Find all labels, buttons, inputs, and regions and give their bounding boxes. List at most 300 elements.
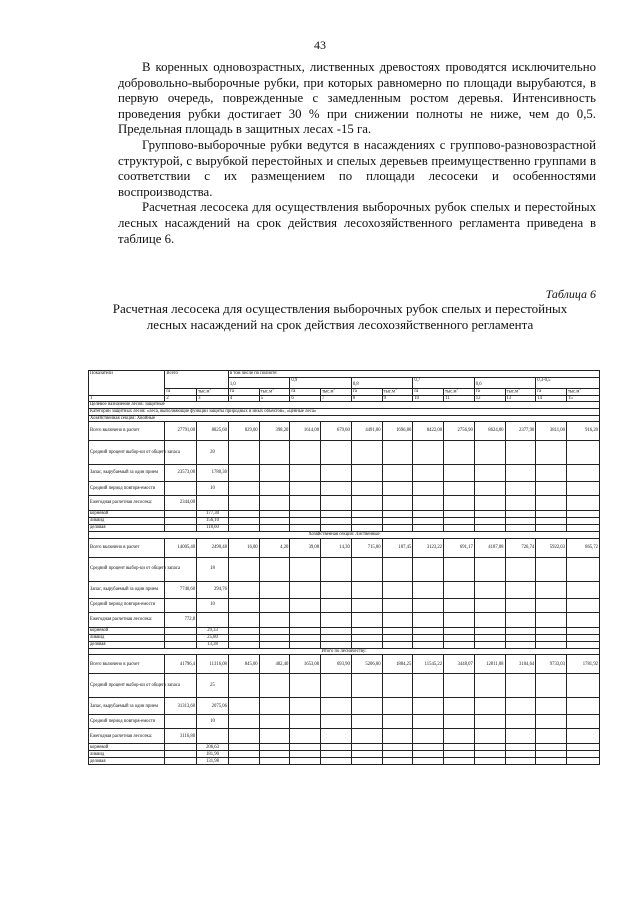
table-cell (413, 612, 444, 627)
table-cell (505, 751, 536, 758)
table-cell (259, 674, 290, 698)
table-cell: 2344,00 (165, 496, 197, 511)
row-label: ликвид (89, 518, 165, 525)
table-cell (566, 482, 599, 496)
table-cell (444, 465, 475, 482)
table-cell (290, 598, 321, 612)
table-cell (165, 751, 197, 758)
table-cell (165, 758, 197, 765)
table-row (89, 441, 600, 465)
row-label: деловая (89, 525, 165, 532)
column-number: 7 (321, 395, 352, 402)
table-cell (382, 465, 413, 482)
table-cell: 7740,60 (165, 581, 197, 598)
table-cell (382, 674, 413, 698)
row-label: Всего включено в расчет (89, 422, 165, 441)
table-row (89, 641, 600, 648)
section-deciduous-text: Хозяйственная секция: Лиственные (89, 532, 600, 539)
column-number: 8 (351, 395, 382, 402)
table-cell (474, 698, 505, 715)
table-cell (290, 674, 321, 698)
table-cell (566, 465, 599, 482)
table-cell (382, 698, 413, 715)
table-cell (351, 634, 382, 641)
table-cell (536, 441, 567, 465)
table-cell (165, 744, 197, 751)
table-cell (228, 751, 259, 758)
table-cell: 5922,03 (536, 538, 567, 557)
table-cell: 8624,00 (474, 422, 505, 441)
table-cell (474, 518, 505, 525)
table-cell: 25,80 (197, 634, 229, 641)
table-cell (228, 744, 259, 751)
cutting-area-table (88, 370, 600, 765)
table-cell: 679,60 (321, 422, 352, 441)
table-cell (505, 557, 536, 581)
table-cell (259, 627, 290, 634)
table-cell (474, 525, 505, 532)
table-cell: 1780,30 (197, 465, 229, 482)
row-label: Запас, вырубаемый за один прием (89, 698, 165, 715)
table-cell (536, 641, 567, 648)
table-cell (444, 482, 475, 496)
table-cell (505, 525, 536, 532)
row-label: Средний период повторя-емости (89, 715, 165, 729)
table-cell (505, 744, 536, 751)
table-cell (228, 698, 259, 715)
table-cell (413, 482, 444, 496)
table-row (89, 655, 600, 674)
row-label: корневой (89, 744, 165, 751)
header-total: Всего (165, 371, 229, 389)
table-cell (444, 627, 475, 634)
density-3: 0,8 (351, 377, 412, 388)
table-cell (413, 518, 444, 525)
table-cell: 10 (197, 715, 229, 729)
table-row (89, 496, 600, 511)
table-cell (566, 674, 599, 698)
table-row (89, 634, 600, 641)
table-cell (290, 482, 321, 496)
table-cell: 3811,00 (536, 422, 567, 441)
table-cell (474, 557, 505, 581)
table-cell (474, 441, 505, 465)
table-cell (351, 511, 382, 518)
density-1: 1,0 (228, 377, 289, 388)
table-cell (474, 751, 505, 758)
table-cell (444, 612, 475, 627)
table-cell (536, 751, 567, 758)
table-cell (382, 612, 413, 627)
table-cell (474, 729, 505, 744)
table-cell: 691,17 (444, 538, 475, 557)
table-cell (413, 641, 444, 648)
row-label: Запас, вырубаемый за один прием (89, 581, 165, 598)
column-number: 11 (444, 395, 475, 402)
table-cell: 772,8 (165, 612, 197, 627)
table-cell (566, 612, 599, 627)
table-cell: 693,90 (321, 655, 352, 674)
table-cell (228, 441, 259, 465)
section-total (89, 648, 600, 655)
table-cell: 5206,00 (351, 655, 382, 674)
table-cell (444, 581, 475, 598)
table-cell (321, 634, 352, 641)
table-cell (259, 641, 290, 648)
row-label: Всего включено в расчет (89, 655, 165, 674)
table-cell (165, 598, 197, 612)
table-cell (536, 729, 567, 744)
unit-thous-m3: $тыс.м^3$ (321, 388, 352, 395)
table-cell (474, 482, 505, 496)
table-cell: 4187,08 (474, 538, 505, 557)
table-title: Расчетная лесосека для осуществления выборочных рубок спелых и перестойных лесных насаждений на срок действия лесохозяйственного регламента (112, 301, 568, 332)
table-cell (536, 758, 567, 765)
table-cell (505, 634, 536, 641)
table-cell (474, 674, 505, 698)
table-cell: 916,20 (566, 422, 599, 441)
table-cell (566, 751, 599, 758)
table-cell (536, 581, 567, 598)
table-cell (536, 698, 567, 715)
table-cell (290, 698, 321, 715)
table-cell (536, 511, 567, 518)
table-cell (505, 729, 536, 744)
table-cell (382, 729, 413, 744)
table-row (89, 465, 600, 482)
table-cell: 8422,00 (413, 422, 444, 441)
table-cell: 29,33 (197, 627, 229, 634)
table-cell (566, 729, 599, 744)
table-cell (474, 612, 505, 627)
table-cell (165, 627, 197, 634)
table-cell: 715,00 (351, 538, 382, 557)
table-row (89, 511, 600, 518)
column-number: 15 (566, 395, 599, 402)
table-cell (321, 482, 352, 496)
density-2: 0,9 (290, 377, 351, 388)
table-cell: 181,90 (197, 751, 229, 758)
column-number: 10 (413, 395, 444, 402)
table-cell (474, 744, 505, 751)
table-cell: 9733,03 (536, 655, 567, 674)
table-cell (505, 441, 536, 465)
table-cell (290, 557, 321, 581)
table-cell (536, 715, 567, 729)
table-cell (351, 627, 382, 634)
table-cell (228, 758, 259, 765)
body-text (118, 60, 596, 247)
table-cell (474, 598, 505, 612)
table-cell (474, 496, 505, 511)
row-label: Средний период повторя-емости (89, 598, 165, 612)
table-cell (413, 751, 444, 758)
table-cell (228, 612, 259, 627)
table-cell (321, 641, 352, 648)
table-cell (536, 627, 567, 634)
row-label: Всего включено в расчет (89, 538, 165, 557)
table-cell (382, 744, 413, 751)
table-cell: 294,76 (197, 581, 229, 598)
table-cell: 14005,40 (165, 538, 197, 557)
table-cell: 18 (197, 557, 229, 581)
table-cell (536, 744, 567, 751)
table-cell (290, 729, 321, 744)
table-cell (382, 715, 413, 729)
table-row (89, 758, 600, 765)
table-cell (566, 641, 599, 648)
table-cell (321, 525, 352, 532)
table-cell: 20 (197, 441, 229, 465)
table-cell: 2377,90 (505, 422, 536, 441)
table-cell (444, 698, 475, 715)
table-cell (351, 698, 382, 715)
row-label: ликвид (89, 634, 165, 641)
table-cell (321, 698, 352, 715)
table-row (89, 744, 600, 751)
table-cell (259, 698, 290, 715)
table-cell: 39,08 (290, 538, 321, 557)
table-cell (165, 482, 197, 496)
table-cell: 156,10 (197, 518, 229, 525)
table-cell (351, 729, 382, 744)
table-cell (566, 511, 599, 518)
table-cell (321, 518, 352, 525)
paragraph-2: Группово-выборочные рубки ведутся в насаждениях с группово-разновозрастной структурой, с вырубкой перестойных и спелых деревьев преимущественно группами в соответствии с их размещением по площади лесосеки и особенностями воспроизводства. (118, 137, 596, 199)
table-cell (259, 581, 290, 598)
table-cell (536, 598, 567, 612)
table-cell (165, 525, 197, 532)
table-cell (321, 627, 352, 634)
table-cell (444, 441, 475, 465)
table-cell: 402,40 (259, 655, 290, 674)
table-cell (382, 441, 413, 465)
table-cell (382, 525, 413, 532)
table-cell (228, 518, 259, 525)
table-cell (165, 641, 197, 648)
table-cell (413, 598, 444, 612)
table-cell (259, 482, 290, 496)
table-cell: 3123,22 (413, 538, 444, 557)
table-cell (321, 511, 352, 518)
table-cell (505, 641, 536, 648)
table-cell (566, 627, 599, 634)
table-cell (259, 729, 290, 744)
table-cell (382, 627, 413, 634)
table-cell (566, 598, 599, 612)
table-row (89, 698, 600, 715)
table-cell (566, 441, 599, 465)
unit-ha: га (290, 388, 321, 395)
table-cell: 1884,25 (382, 655, 413, 674)
paragraph-1: В коренных одновозрастных, лиственных древостоях проводятся исключительно добровольно-выборочные рубки, при которых равномерно по площади вырубаются, в первую очередь, поврежденные с замедленным ростом деревья. Интенсивность проведения рубки достигает 30 % при снижении полноты не ниже, чем до 0,5. Предельная площадь в защитных лесах -15 га. (118, 60, 596, 137)
table-cell (197, 496, 229, 511)
table-cell (382, 751, 413, 758)
table-cell (165, 634, 197, 641)
row-label: деловая (89, 641, 165, 648)
table-cell: 41796,4 (165, 655, 197, 674)
table-cell (259, 465, 290, 482)
table-cell (474, 715, 505, 729)
table-cell (382, 511, 413, 518)
unit-thous-m3: $тыс.м^3$ (382, 388, 413, 395)
unit-ha: га (165, 388, 197, 395)
table-cell (505, 758, 536, 765)
table-cell (259, 525, 290, 532)
table-cell (351, 518, 382, 525)
purpose-row-text: Целевое назначение лесов: защитные (89, 402, 600, 409)
density-5: 0,6 (474, 377, 535, 388)
table-cell (413, 511, 444, 518)
table-cell (566, 698, 599, 715)
paragraph-3: Расчетная лесосека для осуществления выборочных рубок спелых и перестойных лесных насаждений на срок действия лесохозяйственного регламента приведена в таблице 6. (118, 200, 596, 246)
table-cell (228, 634, 259, 641)
table-cell (566, 557, 599, 581)
table-cell (321, 744, 352, 751)
table-cell (165, 511, 197, 518)
table-cell (290, 634, 321, 641)
table-cell (536, 518, 567, 525)
table-cell: 1781,92 (566, 655, 599, 674)
table-label: Таблица 6 (545, 287, 596, 301)
table-cell (259, 511, 290, 518)
header-row-numbers (89, 395, 600, 402)
table-cell (413, 465, 444, 482)
row-label: корневой (89, 627, 165, 634)
section-coniferous-text: Хозяйственная секция: Хвойные (89, 415, 600, 422)
table-cell (321, 557, 352, 581)
table-cell (536, 465, 567, 482)
table-cell (444, 729, 475, 744)
table-cell (290, 627, 321, 634)
table-cell (382, 634, 413, 641)
table-cell (351, 751, 382, 758)
unit-thous-m3: $тыс.м^3$ (505, 388, 536, 395)
column-number: 6 (290, 395, 321, 402)
column-number: 12 (474, 395, 505, 402)
table-cell (228, 525, 259, 532)
table-cell: 10 (197, 598, 229, 612)
table-cell: 726,74 (505, 538, 536, 557)
table-cell (505, 511, 536, 518)
table-cell (505, 715, 536, 729)
table-cell (351, 715, 382, 729)
table-cell (259, 612, 290, 627)
table-cell (444, 641, 475, 648)
table-cell: 25 (197, 674, 229, 698)
table-cell (382, 758, 413, 765)
header-row-1 (89, 371, 600, 378)
table-cell (321, 715, 352, 729)
table-cell: 2075,06 (197, 698, 229, 715)
table-cell (505, 518, 536, 525)
table-row (89, 751, 600, 758)
table-cell: 13,38 (197, 641, 229, 648)
category-row-text: Категории защитных лесов: «леса, выполняющие функции защиты природных и иных объектов», «ценные леса» (89, 408, 600, 415)
column-number: 3 (197, 395, 229, 402)
table-cell (351, 674, 382, 698)
table-cell: 187,45 (382, 538, 413, 557)
table-cell (228, 465, 259, 482)
table-row (89, 581, 600, 598)
table-cell (290, 758, 321, 765)
table-row (89, 422, 600, 441)
table-cell (474, 641, 505, 648)
table-cell (566, 744, 599, 751)
row-label: корневой (89, 511, 165, 518)
table-cell (351, 581, 382, 598)
table-cell (321, 758, 352, 765)
row-label: Запас, вырубаемый за один прием (89, 465, 165, 482)
table-cell: 10 (197, 482, 229, 496)
table-cell (321, 496, 352, 511)
table-cell (413, 441, 444, 465)
column-number: 14 (536, 395, 567, 402)
row-label: Ежегодная расчетная лесосека: (89, 729, 165, 744)
table-cell (444, 758, 475, 765)
table-cell (351, 744, 382, 751)
table-cell (290, 441, 321, 465)
table-cell (444, 525, 475, 532)
table-cell (197, 612, 229, 627)
row-label: Ежегодная расчетная лесосека: (89, 496, 165, 511)
table-cell (228, 482, 259, 496)
table-row (89, 557, 600, 581)
purpose-row (89, 402, 600, 409)
table-cell (290, 525, 321, 532)
table-cell (351, 525, 382, 532)
table-cell (321, 465, 352, 482)
table-cell (351, 612, 382, 627)
table-cell (259, 441, 290, 465)
unit-ha: га (413, 388, 444, 395)
unit-thous-m3: $тыс.м^3$ (444, 388, 475, 395)
table-cell (228, 581, 259, 598)
table-cell: 31313,60 (165, 698, 197, 715)
table-cell (290, 518, 321, 525)
table-cell (290, 744, 321, 751)
row-label: Средний процент выбор-ки от общего запаса (89, 557, 165, 581)
category-row (89, 408, 600, 415)
row-label: деловая (89, 758, 165, 765)
table-cell (566, 525, 599, 532)
density-6: 0,3-0,5 (536, 377, 600, 388)
table-cell (259, 744, 290, 751)
table-cell (566, 496, 599, 511)
table-cell (165, 518, 197, 525)
table-cell (413, 744, 444, 751)
table-cell: 3104,64 (505, 655, 536, 674)
table-cell: 27791,00 (165, 422, 197, 441)
table-cell (566, 581, 599, 598)
header-by-density: в том числе по полноте: (228, 371, 599, 378)
table-cell (228, 557, 259, 581)
table-cell (382, 581, 413, 598)
table-cell (382, 496, 413, 511)
row-label: Средний процент выбор-ки от общего запаса (89, 441, 165, 465)
unit-thous-m3: $тыс.м^3$ (197, 388, 229, 395)
row-label: Ежегодная расчетная лесосека: (89, 612, 165, 627)
table-cell (444, 598, 475, 612)
table-cell (444, 496, 475, 511)
table-cell: 2756,90 (444, 422, 475, 441)
table-cell (474, 758, 505, 765)
table-cell (413, 627, 444, 634)
table-cell (228, 715, 259, 729)
table-cell (505, 698, 536, 715)
table-cell (444, 715, 475, 729)
table-cell (197, 729, 229, 744)
